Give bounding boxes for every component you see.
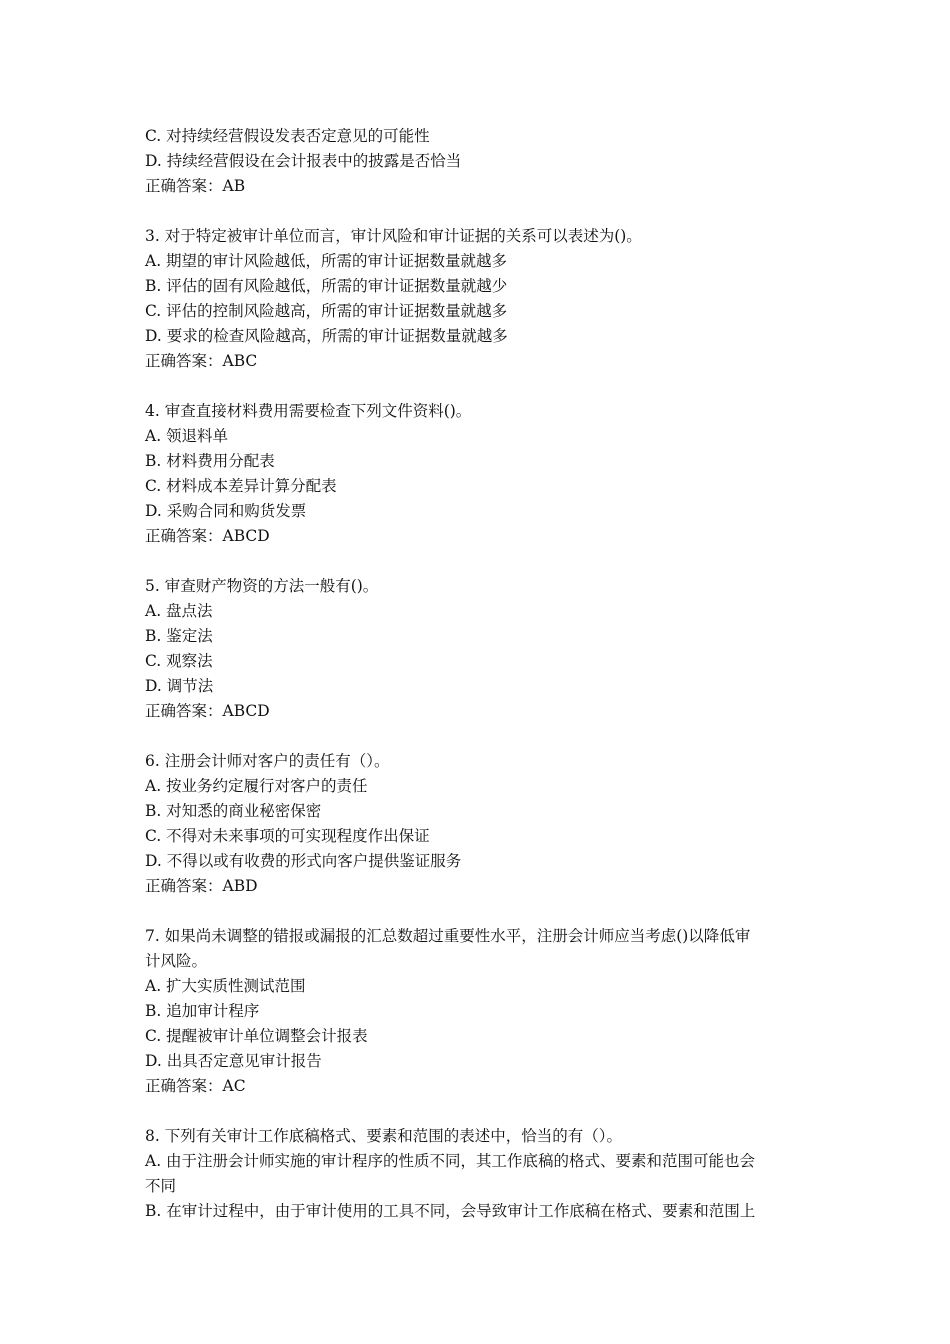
option-text: C. 提醒被审计单位调整会计报表 xyxy=(145,1027,368,1045)
option-text: A. 盘点法 xyxy=(145,602,213,620)
document-page xyxy=(145,124,810,1224)
option-text: D. 出具否定意见审计报告 xyxy=(145,1052,322,1070)
option-text: B. 鉴定法 xyxy=(145,627,213,645)
blank-line xyxy=(145,899,810,924)
question-text: 3. 对于特定被审计单位而言，审计风险和审计证据的关系可以表述为()。 xyxy=(145,227,642,245)
option-text: C. 评估的控制风险越高，所需的审计证据数量就越多 xyxy=(145,302,508,320)
option-text: A. 扩大实质性测试范围 xyxy=(145,977,306,995)
question-text: 6. 注册会计师对客户的责任有（）。 xyxy=(145,752,390,770)
correct-answer: 正确答案：AB xyxy=(145,177,246,195)
correct-answer: 正确答案：AC xyxy=(145,1077,246,1095)
correct-answer: 正确答案：ABCD xyxy=(145,702,270,720)
question-text: 计风险。 xyxy=(145,952,208,970)
option-text: D. 采购合同和购货发票 xyxy=(145,502,307,520)
option-text: D. 持续经营假设在会计报表中的披露是否恰当 xyxy=(145,152,462,170)
blank-line xyxy=(145,549,810,574)
option-text: B. 对知悉的商业秘密保密 xyxy=(145,802,322,820)
option-text: A. 领退料单 xyxy=(145,427,229,445)
option-text: D. 不得以或有收费的形式向客户提供鉴证服务 xyxy=(145,852,462,870)
option-text: 不同 xyxy=(145,1177,177,1195)
correct-answer: 正确答案：ABCD xyxy=(145,527,270,545)
option-text: C. 对持续经营假设发表否定意见的可能性 xyxy=(145,127,430,145)
blank-line xyxy=(145,724,810,749)
option-text: B. 评估的固有风险越低，所需的审计证据数量就越少 xyxy=(145,277,508,295)
question-text: 5. 审查财产物资的方法一般有()。 xyxy=(145,577,379,595)
option-text: A. 由于注册会计师实施的审计程序的性质不同，其工作底稿的格式、要素和范围可能也会 xyxy=(145,1152,756,1170)
option-text: B. 材料费用分配表 xyxy=(145,452,275,470)
correct-answer: 正确答案：ABD xyxy=(145,877,258,895)
question-text: 7. 如果尚未调整的错报或漏报的汇总数超过重要性水平，注册会计师应当考虑()以降低审 xyxy=(145,927,751,945)
option-text: A. 期望的审计风险越低，所需的审计证据数量就越多 xyxy=(145,252,508,270)
question-text: 4. 审查直接材料费用需要检查下列文件资料()。 xyxy=(145,402,472,420)
option-text: C. 不得对未来事项的可实现程度作出保证 xyxy=(145,827,430,845)
option-text: B. 在审计过程中，由于审计使用的工具不同，会导致审计工作底稿在格式、要素和范围上 xyxy=(145,1202,756,1220)
option-text: B. 追加审计程序 xyxy=(145,1002,260,1020)
blank-line xyxy=(145,374,810,399)
option-text: C. 观察法 xyxy=(145,652,213,670)
option-text: D. 调节法 xyxy=(145,677,214,695)
option-text: A. 按业务约定履行对客户的责任 xyxy=(145,777,368,795)
blank-line xyxy=(145,1099,810,1124)
blank-line xyxy=(145,199,810,224)
question-text: 8. 下列有关审计工作底稿格式、要素和范围的表述中，恰当的有（）。 xyxy=(145,1127,622,1145)
option-text: C. 材料成本差异计算分配表 xyxy=(145,477,337,495)
option-text: D. 要求的检查风险越高，所需的审计证据数量就越多 xyxy=(145,327,508,345)
correct-answer: 正确答案：ABC xyxy=(145,352,258,370)
